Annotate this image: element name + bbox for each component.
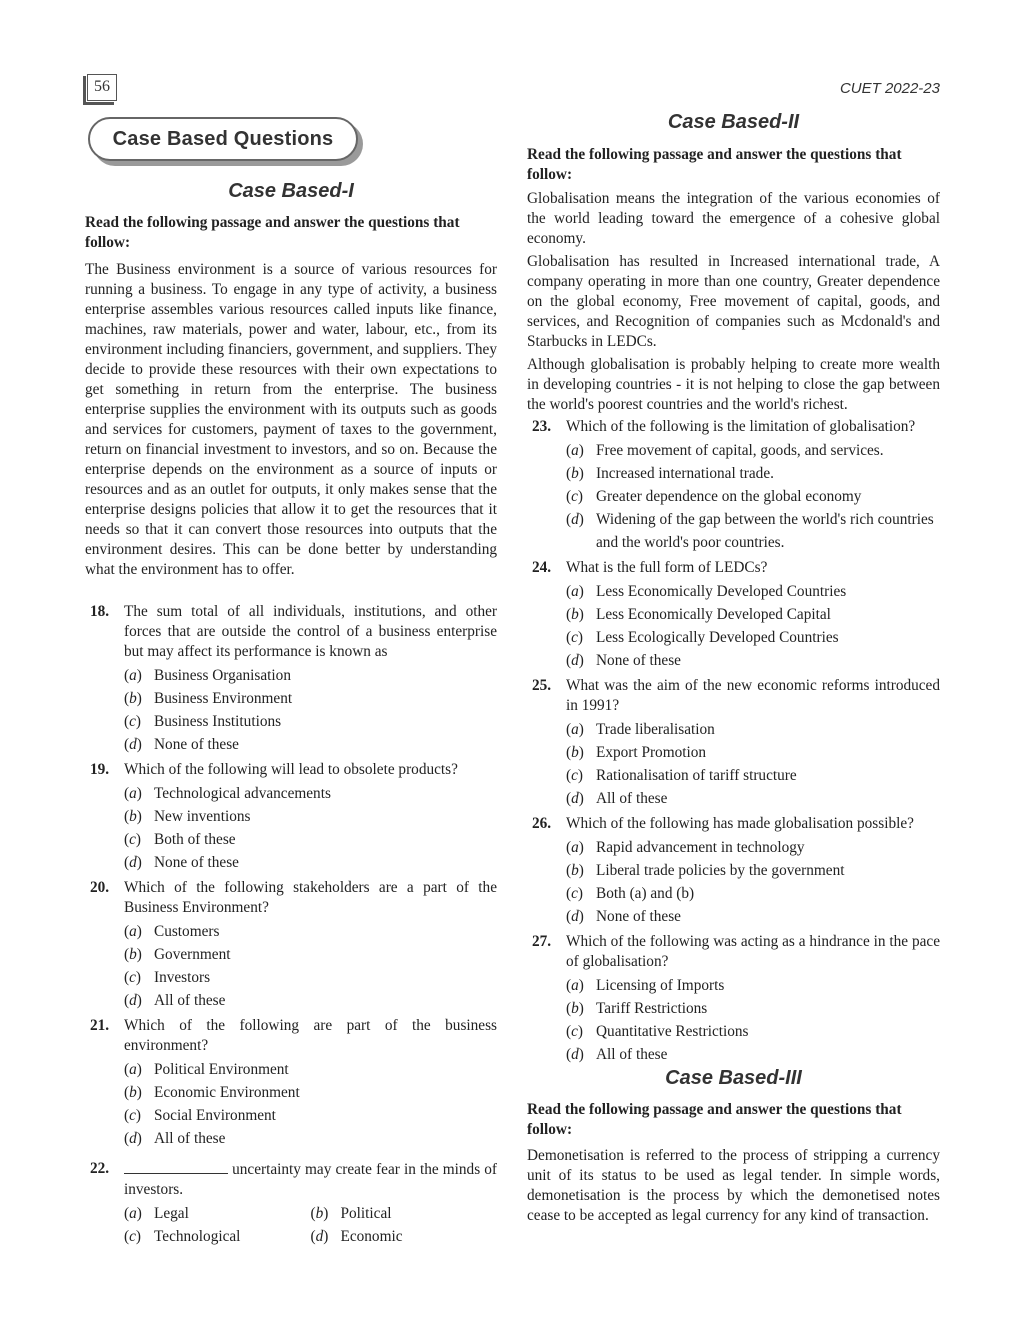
case3-heading: Case Based-III xyxy=(665,1067,802,1089)
exam-title: CUET 2022-23 xyxy=(839,80,940,97)
option-text: All of these xyxy=(596,790,668,807)
option-b xyxy=(566,462,940,485)
option-d xyxy=(124,733,497,756)
option-a xyxy=(566,718,940,741)
option-d: (d) Economic xyxy=(310,1228,403,1245)
question-text: Which of the following stakeholders are a part of the Business Environment? xyxy=(124,879,497,916)
case1-questions xyxy=(85,602,497,1154)
question-number: 18. xyxy=(90,603,110,620)
question-text: What is the full form of LEDCs? xyxy=(566,559,768,576)
option-text: Licensing of Imports xyxy=(596,977,725,994)
option-d xyxy=(566,905,940,928)
case3-passage: Demonetisation is referred to the process of stripping a currency unit of its status to be used as legal tender. In simple words, demonetisation is the process by which the demonetised notes cease to be accepted as legal currency for any kind of transaction. xyxy=(527,1147,940,1224)
question-number: 24. xyxy=(532,559,552,576)
option-label: (c) xyxy=(124,969,142,986)
option-c xyxy=(566,882,940,905)
option-label: (b) xyxy=(566,862,584,879)
option-text: All of these xyxy=(154,992,226,1009)
option-text: Both (a) and (b) xyxy=(596,885,695,902)
option-text: None of these xyxy=(596,908,681,925)
page-number: 56 xyxy=(87,74,117,101)
option-text: Customers xyxy=(154,923,220,940)
option-b xyxy=(566,997,940,1020)
question-text: What was the aim of the new economic reforms introduced in 1991? xyxy=(566,677,940,714)
question-number: 25. xyxy=(532,677,552,694)
case2-heading: Case Based-II xyxy=(667,111,800,133)
option-label: (d) xyxy=(124,1130,142,1147)
question-23 xyxy=(527,417,940,554)
question-number: 19. xyxy=(90,761,110,778)
option-text: All of these xyxy=(596,1046,668,1063)
option-text: None of these xyxy=(596,652,681,669)
option-d xyxy=(566,1043,940,1066)
section-badge: Case Based Questions xyxy=(88,117,358,161)
option-text: Increased international trade. xyxy=(596,465,774,482)
option-label: (d) xyxy=(566,511,584,528)
option-text: Free movement of capital, goods, and services. xyxy=(596,442,884,459)
option-text: Government xyxy=(154,946,231,963)
option-a xyxy=(124,920,497,943)
question-19 xyxy=(85,760,497,874)
option-b xyxy=(124,1081,497,1104)
option-b xyxy=(124,687,497,710)
question-27 xyxy=(527,932,940,1066)
question-text: Which of the following is the limitation of globalisation? xyxy=(566,418,916,435)
option-text: Export Promotion xyxy=(596,744,707,761)
option-a xyxy=(566,439,940,462)
option-text: Social Environment xyxy=(154,1107,276,1124)
option-a xyxy=(124,782,497,805)
case2-questions xyxy=(527,417,940,1070)
option-text: None of these xyxy=(154,854,239,871)
option-c xyxy=(124,966,497,989)
question-number: 22. xyxy=(90,1160,110,1177)
option-label: (b) xyxy=(124,946,142,963)
question-text: Which of the following was acting as a hindrance in the pace of globalisation? xyxy=(566,933,940,970)
option-text: Technological advancements xyxy=(154,785,331,802)
option-text: Less Economically Developed Capital xyxy=(596,606,831,623)
question-22 xyxy=(85,1159,497,1248)
option-c xyxy=(566,1020,940,1043)
option-b xyxy=(566,603,940,626)
question-26 xyxy=(527,814,940,928)
question-number: 23. xyxy=(532,418,552,435)
question-number: 26. xyxy=(532,815,552,832)
option-label: (c) xyxy=(566,767,584,784)
option-label: (c) xyxy=(124,831,142,848)
option-d xyxy=(124,989,497,1012)
option-text: Rapid advancement in technology xyxy=(596,839,805,856)
option-text: Less Economically Developed Countries xyxy=(596,583,847,600)
option-text: Rationalisation of tariff structure xyxy=(596,767,797,784)
option-label: (d) xyxy=(124,736,142,753)
option-c xyxy=(124,828,497,851)
question-25 xyxy=(527,676,940,810)
option-a xyxy=(566,836,940,859)
option-text: All of these xyxy=(154,1130,226,1147)
option-label: (b) xyxy=(566,465,584,482)
option-label: (c) xyxy=(566,488,584,505)
option-d xyxy=(566,787,940,810)
option-text: Quantitative Restrictions xyxy=(596,1023,749,1040)
option-label: (b) xyxy=(124,690,142,707)
option-b xyxy=(124,943,497,966)
option-text: Business Organisation xyxy=(154,667,291,684)
option-label: (a) xyxy=(566,442,584,459)
case2-paragraph: Although globalisation is probably helping to create more wealth in developing countries - it is not helping to close the gap between the world's poorest countries and the world's richest. xyxy=(527,356,940,413)
question-text: Which of the following are part of the business environment? xyxy=(124,1017,497,1054)
case2-paragraph: Globalisation means the integration of the various economies of the world leading toward the emergence of a cohesive global economy. xyxy=(527,190,940,247)
option-a xyxy=(124,664,497,687)
question-24 xyxy=(527,558,940,672)
question-text: uncertainty may create fear in the minds of investors. xyxy=(124,1161,497,1198)
question-text: Which of the following will lead to obsolete products? xyxy=(124,761,458,778)
option-text: Both of these xyxy=(154,831,236,848)
option-a xyxy=(566,974,940,997)
option-label: (a) xyxy=(566,839,584,856)
option-label: (d) xyxy=(124,854,142,871)
option-d xyxy=(566,649,940,672)
question-number: 27. xyxy=(532,933,552,950)
option-text: Liberal trade policies by the government xyxy=(596,862,845,879)
option-label: (a) xyxy=(124,1061,142,1078)
option-label: (a) xyxy=(124,667,142,684)
option-c xyxy=(566,485,940,508)
option-b xyxy=(566,859,940,882)
option-b xyxy=(124,805,497,828)
option-label: (a) xyxy=(124,923,142,940)
option-label: (b) xyxy=(566,1000,584,1017)
option-label: (c) xyxy=(124,1107,142,1124)
option-text: Trade liberalisation xyxy=(596,721,715,738)
question-21 xyxy=(85,1016,497,1150)
case1-instruction: Read the following passage and answer the questions that follow: xyxy=(85,214,460,251)
option-label: (d) xyxy=(566,1046,584,1063)
option-c xyxy=(566,626,940,649)
case3-instruction: Read the following passage and answer the questions that follow: xyxy=(527,1101,902,1138)
case1-heading: Case Based-I xyxy=(228,180,354,202)
option-label: (b) xyxy=(566,606,584,623)
option-a: (a) Legal xyxy=(124,1205,189,1222)
option-label: (b) xyxy=(124,1084,142,1101)
question-20 xyxy=(85,878,497,1012)
question-number: 20. xyxy=(90,879,110,896)
option-text: Tariff Restrictions xyxy=(596,1000,708,1017)
option-label: (d) xyxy=(566,790,584,807)
option-label: (d) xyxy=(124,992,142,1009)
option-text: Widening of the gap between the world's rich countries and the world's poor countries. xyxy=(596,511,934,551)
case2-paragraph: Globalisation has resulted in Increased international trade, A company operating in more than one country, Greater dependence on the global economy, Free movement of capital, goods, and services, and Recognition of companies such as Mcdonald's and Starbucks in LEDCs. xyxy=(527,253,940,350)
option-label: (d) xyxy=(566,908,584,925)
option-label: (b) xyxy=(566,744,584,761)
option-label: (d) xyxy=(566,652,584,669)
option-d xyxy=(124,1127,497,1150)
option-b: (b) Political xyxy=(310,1205,392,1222)
option-label: (a) xyxy=(566,583,584,600)
option-c xyxy=(566,764,940,787)
option-text: New inventions xyxy=(154,808,251,825)
case1-passage: The Business environment is a source of various resources for running a business. To engage in any type of activity, a business enterprise assembles various resources called inputs like finance, machines, raw materials, power and water, labour, etc., from its environment including financiers, government, and suppliers. They decide to provide these resources with their own expectations to get something in return from the enterprise. The business enterprise supplies the environment with its outputs such as goods and services for customers, payment of taxes to the government, return on financial investment to investors, and so on. Because the enterprise depends on the environment as a source of inputs or resources and as an outlet for outputs, it only makes sense that the enterprise designs policies that allow it to get the resources that it needs so that it can convert those resources into outputs that the environment desires. This can be done better by understanding what the environment has to offer. xyxy=(85,261,497,578)
option-label: (a) xyxy=(124,785,142,802)
case2-passage xyxy=(527,189,940,418)
option-text: None of these xyxy=(154,736,239,753)
case2-instruction: Read the following passage and answer the questions that follow: xyxy=(527,146,902,183)
option-text: Political Environment xyxy=(154,1061,289,1078)
option-text: Greater dependence on the global economy xyxy=(596,488,862,505)
option-d xyxy=(124,851,497,874)
option-a xyxy=(124,1058,497,1081)
question-number: 21. xyxy=(90,1017,110,1034)
option-label: (c) xyxy=(124,713,142,730)
option-label: (c) xyxy=(566,885,584,902)
question-text: Which of the following has made globalisation possible? xyxy=(566,815,914,832)
option-label: (c) xyxy=(566,1023,584,1040)
question-18 xyxy=(85,602,497,756)
option-text: Business Institutions xyxy=(154,713,282,730)
option-b xyxy=(566,741,940,764)
option-c: (c) Technological xyxy=(124,1228,241,1245)
option-a xyxy=(566,580,940,603)
option-label: (a) xyxy=(566,977,584,994)
option-c xyxy=(124,1104,497,1127)
option-label: (b) xyxy=(124,808,142,825)
option-text: Economic Environment xyxy=(154,1084,300,1101)
question-text: The sum total of all individuals, institutions, and other forces that are outside the control of a business enterprise but may affect its performance is known as xyxy=(124,603,497,660)
option-label: (a) xyxy=(566,721,584,738)
option-text: Investors xyxy=(154,969,211,986)
option-text: Business Environment xyxy=(154,690,293,707)
option-label: (c) xyxy=(566,629,584,646)
option-text: Less Ecologically Developed Countries xyxy=(596,629,839,646)
fill-blank xyxy=(124,1159,228,1174)
option-d xyxy=(566,508,940,554)
option-c xyxy=(124,710,497,733)
